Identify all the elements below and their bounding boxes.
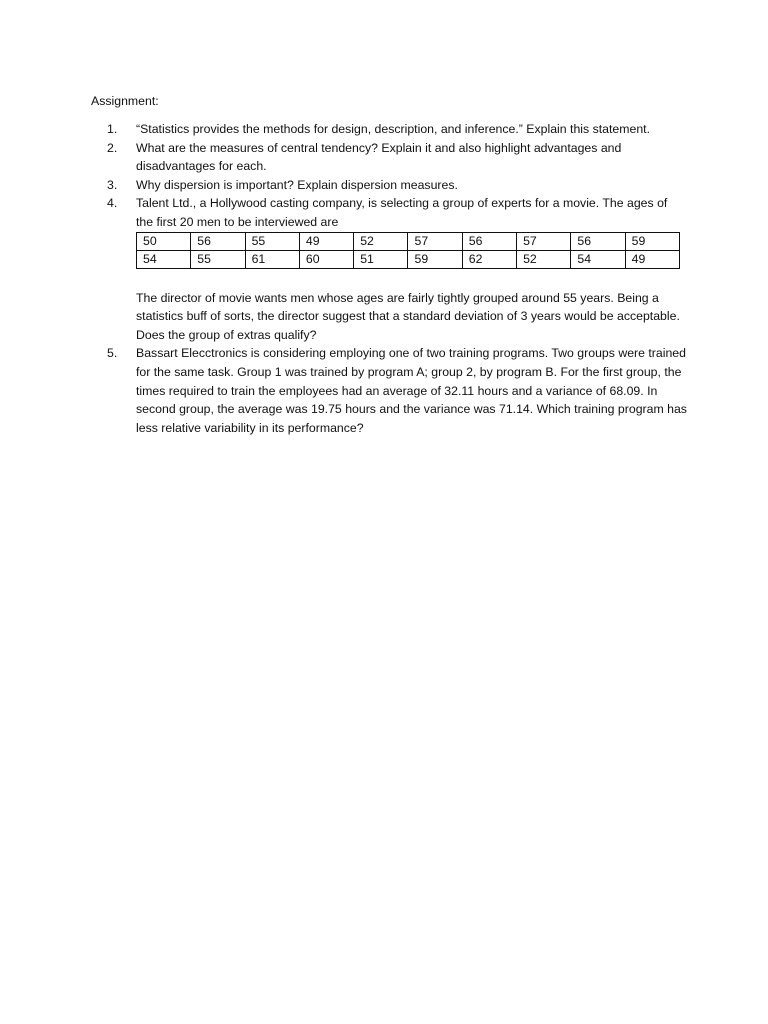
age-cell: 57 <box>408 232 462 250</box>
question-4 <box>107 194 687 344</box>
age-cell: 54 <box>137 250 191 268</box>
age-cell: 60 <box>299 250 353 268</box>
age-cell: 57 <box>517 232 571 250</box>
assignment-heading: Assignment: <box>91 94 159 108</box>
ages-table <box>136 232 680 269</box>
question-number: 1. <box>107 122 118 136</box>
age-cell: 56 <box>571 232 625 250</box>
age-cell: 59 <box>625 232 679 250</box>
age-cell: 56 <box>191 232 245 250</box>
age-cell: 62 <box>462 250 516 268</box>
age-cell: 52 <box>354 232 408 250</box>
question-text: “Statistics provides the methods for design, description, and inference.” Explain this statement. <box>136 122 650 136</box>
age-cell: 61 <box>245 250 299 268</box>
question-followup: The director of movie wants men whose ages are fairly tightly grouped around 55 years. Being a statistics buff of sorts, the director suggest that a standard deviation of 3 years would be acceptable. Does the group of extras qualify? <box>136 290 680 342</box>
question-number: 3. <box>107 177 118 192</box>
age-cell: 49 <box>625 250 679 268</box>
age-cell: 50 <box>137 232 191 250</box>
question-number: 4. <box>107 196 118 211</box>
age-cell: 49 <box>299 232 353 250</box>
age-cell: 54 <box>571 250 625 268</box>
question-text: What are the measures of central tendency? Explain it and also highlight advantages and disadvantages for each. <box>136 140 622 174</box>
age-cell: 52 <box>517 250 571 268</box>
age-cell: 51 <box>354 250 408 268</box>
age-cell: 55 <box>191 250 245 268</box>
age-cell: 59 <box>408 250 462 268</box>
question-text: Why dispersion is important? Explain dispersion measures. <box>136 177 458 192</box>
question-list <box>107 120 687 437</box>
age-cell: 56 <box>462 232 516 250</box>
ages-row <box>137 250 680 268</box>
question-3 <box>107 176 687 195</box>
question-number: 2. <box>107 140 118 155</box>
ages-row <box>137 232 680 250</box>
question-text: Bassart Elecctronics is considering employing one of two training programs. Two groups were trained for the same task. Group 1 was trained by program A; group 2, by program B. For the first group, the times required to train the employees had an average of 32.11 hours and a variance of 68.09. In second group, the average was 19.75 hours and the variance was 71.14. Which training program has less relative variability in its performance? <box>136 346 687 435</box>
question-5 <box>107 344 687 437</box>
question-1 <box>107 120 687 139</box>
age-cell: 55 <box>245 232 299 250</box>
question-number: 5. <box>107 346 118 361</box>
question-text: Talent Ltd., a Hollywood casting company, is selecting a group of experts for a movie. The ages of the first 20 men to be interviewed are <box>136 196 668 229</box>
question-2 <box>107 139 687 176</box>
